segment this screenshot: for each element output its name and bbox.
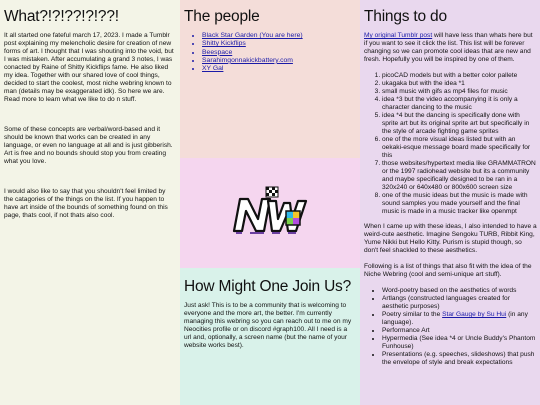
people-link-xy-gal[interactable]: XY Gal [202, 65, 224, 73]
join-title: How Might One Join Us? [184, 278, 352, 295]
list-item: 3. small music with gifs as mp4 files for music [382, 88, 537, 96]
people-title: The people [184, 8, 260, 25]
list-item: • Hypermedia (See idea *4 or Uncle Buddy's Phantom Funhouse) [382, 335, 537, 351]
people-link-beespace[interactable]: Beespace [202, 48, 233, 56]
people-list [184, 32, 356, 73]
intro-paragraph-1: It all started one fateful march 17, 2023. I made a Tumblr post explaining my melencholic desire for creation of new forms of art. I thought that I was shouting into the void, but I was mistaken. After accumulating a grand 3 notes, I was conacted by Raine of Shitty Kickflips fame. He also liked my idea. Together with our shared love of cool things, decided to start the coolest, most niche webring known to man (details may be exaggerated idk). So here we are. Read more to learn what we like to do n stuff. [4, 32, 174, 103]
list-item [202, 40, 356, 48]
things-intro-text: will have less than whats here but if you want to see it click the list. This list will be forever changing so we can promote cool ideas that are new and fresh. Hopefully you will be inspired by one of them. [364, 32, 533, 63]
intro-column [0, 0, 180, 405]
things-list [364, 72, 537, 216]
list-item: 7. those websites/hypertext media like GRAMMATRON or the 1997 radiohead website but its a community and maybe specifically designed to be ran in a 320x240 or 640x480 or 800x600 screen size [382, 160, 537, 192]
people-link-sarah[interactable]: Sarahimgonnakickbattery.com [202, 56, 293, 64]
things-title: Things to do [364, 8, 447, 25]
list-item: 8. one of the music ideas but the music is made with sound samples you made yourself and the final music is made in a music tracker like openmpt [382, 192, 537, 216]
list-item [382, 311, 537, 327]
list-item: • Presentations (e.g. speeches, slideshows) that push the envelope of style and break expectations [382, 351, 537, 367]
things-intro [364, 32, 537, 64]
aesthetic-paragraph: When I came up with these ideas, I also intended to have a weird-cute aesthetic. Imagine Sengoku TURB, Ribbit King, Yume Nikki but Hello Kitty. Purism is stupid though, so don't feel shackled to these aesthetics. [364, 223, 537, 254]
star-gauge-prefix: Poetry similar to the [382, 311, 443, 318]
people-section [180, 0, 360, 158]
list-item: 6. one of the more visual ideas listed but with an oekaki-esque message board made specifically for this [382, 136, 537, 160]
intro-paragraph-2: Some of these concepts are verbal/word-based and it should be known that works can be created in any language, or even no language at all and is just gibberish. Art is free and no bounds should stop you from creating what you love. [4, 126, 173, 165]
list-item: 1. picoCAD models but with a better color pallete [382, 72, 537, 80]
list-item: 5. idea *4 but the dancing is specifically done with sprite art but its original sprite art but specifically in the style of arcade fighting game sprites [382, 112, 537, 136]
list-item [202, 49, 356, 57]
list-item: • Artlangs (constructed languages created for aesthetic purposes) [382, 295, 537, 311]
list-item [202, 65, 356, 73]
forms-list [364, 287, 537, 367]
intro-title: What?!?!??!?!??! [4, 8, 119, 25]
webring-logo-icon [228, 185, 312, 241]
star-gauge-suffix: (in any language). [382, 311, 528, 326]
list-item: • Word-poetry based on the aesthetics of words [382, 287, 537, 295]
logo-section [180, 158, 360, 268]
join-text: Just ask! This is to be a community that is welcoming to everyone and the more art, the better. I'm currently managing this webring so you can reach out to me on my Neocities profile or on discord #graph100. All I need is a url and, optionally, a screen name (but the name of your website works best). [184, 302, 352, 349]
star-gauge-link[interactable]: Star Gauge by Su Hui [442, 311, 507, 318]
join-section [180, 268, 360, 405]
people-link-shitty-kickflips[interactable]: Shitty Kickflips [202, 40, 246, 48]
people-link-black-star-garden[interactable]: Black Star Garden (You are here) [202, 32, 303, 39]
list-item: • Performance Art [382, 327, 537, 335]
list-item [202, 32, 356, 40]
list-item: 4. idea *3 but the video accompanying it is only a character dancing to the music [382, 96, 537, 112]
middle-column [180, 0, 360, 405]
list-item [202, 57, 356, 65]
forms-intro: Following is a list of things that also fit with the idea of the Niche Webring (cool and semi-unique art stuff). [364, 263, 532, 278]
things-column [360, 0, 540, 405]
tumblr-post-link[interactable]: My original Tumblr post [364, 32, 433, 39]
intro-paragraph-3: I would also like to say that you shouldn't feel limited by the catagories of the things on the list. If you happen to have art inside of the bounds of something found on this page, thats cool, if not thats also cool. [4, 188, 168, 219]
webring-logo[interactable] [228, 185, 312, 241]
list-item: 2. ukagaka but with the idea *1 [382, 80, 537, 88]
